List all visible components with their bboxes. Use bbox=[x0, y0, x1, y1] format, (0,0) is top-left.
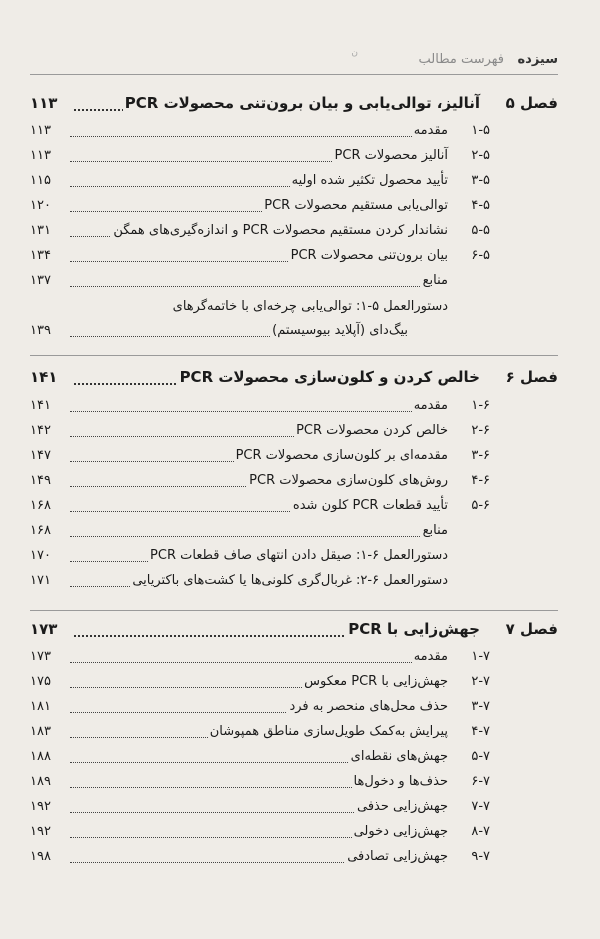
entry-number: ۴-۵ bbox=[471, 198, 490, 213]
entry-number: ۶-۷ bbox=[471, 774, 490, 789]
entry-title: مقدمه bbox=[413, 398, 448, 413]
entry-page: ۱۳۹ bbox=[30, 323, 51, 338]
section-rule bbox=[30, 355, 558, 356]
entry-page: ۱۴۲ bbox=[30, 423, 51, 438]
toc-entry bbox=[30, 122, 558, 144]
dot-leader bbox=[70, 411, 448, 412]
entry-page: ۱۸۱ bbox=[30, 699, 51, 714]
entry-page: ۱۴۹ bbox=[30, 473, 51, 488]
running-title: فهرست مطالب bbox=[418, 52, 504, 67]
chapter-page: ۱۴۱ bbox=[30, 368, 58, 386]
entry-title: دستورالعمل ۶-۲: غربال‌گری کلونی‌ها یا کشت‌های باکتریایی bbox=[132, 573, 448, 588]
entry-number: ۴-۷ bbox=[471, 724, 490, 739]
entry-page: ۱۷۰ bbox=[30, 548, 51, 563]
entry-title: منابع bbox=[422, 523, 448, 538]
entry-title: پیرایش به‌کمک طویل‌سازی مناطق همپوشان bbox=[209, 724, 448, 739]
entry-number: ۵-۵ bbox=[471, 223, 490, 238]
toc-entry bbox=[30, 547, 558, 569]
entry-title: دستورالعمل ۵-۱: توالی‌یابی چرخه‌ای با خاتمه‌گرهای bbox=[172, 299, 448, 314]
entry-title: تأیید قطعات PCR کلون شده bbox=[292, 498, 448, 513]
entry-title: مقدمه‌ای بر کلون‌سازی محصولات PCR bbox=[235, 448, 448, 463]
entry-page: ۱۸۳ bbox=[30, 724, 51, 739]
toc-entry-continuation bbox=[30, 322, 558, 344]
entry-page: ۱۴۷ bbox=[30, 448, 51, 463]
toc-entry bbox=[30, 522, 558, 544]
entry-number: ۶-۵ bbox=[471, 248, 490, 263]
toc-entry bbox=[30, 298, 558, 320]
entry-number: ۲-۷ bbox=[471, 674, 490, 689]
toc-entry bbox=[30, 748, 558, 770]
entry-number: ۵-۷ bbox=[471, 749, 490, 764]
entry-page: ۱۸۸ bbox=[30, 749, 51, 764]
chapter-title: خالص کردن و کلون‌سازی محصولات PCR bbox=[179, 368, 480, 386]
entry-number: ۲-۶ bbox=[471, 423, 490, 438]
dot-leader bbox=[70, 536, 448, 537]
toc-entry bbox=[30, 422, 558, 444]
entry-title: تأیید محصول تکثیر شده اولیه bbox=[291, 173, 448, 188]
entry-page: ۱۹۲ bbox=[30, 824, 51, 839]
entry-number: ۸-۷ bbox=[471, 824, 490, 839]
toc-entry bbox=[30, 572, 558, 594]
toc-entry bbox=[30, 247, 558, 269]
entry-title: مقدمه bbox=[413, 123, 448, 138]
entry-page: ۱۷۳ bbox=[30, 649, 51, 664]
toc-entry bbox=[30, 472, 558, 494]
toc-entry bbox=[30, 723, 558, 745]
entry-page: ۱۸۹ bbox=[30, 774, 51, 789]
dot-leader bbox=[70, 136, 448, 137]
toc-entry bbox=[30, 673, 558, 695]
page-number-label: سیزده bbox=[517, 52, 558, 67]
toc-entry bbox=[30, 197, 558, 219]
entry-page: ۱۲۰ bbox=[30, 198, 51, 213]
entry-title: بیگ‌دای (آپلاید بیوسیستم) bbox=[272, 323, 408, 338]
entry-number: ۹-۷ bbox=[471, 849, 490, 864]
chapter-label: فصل ۵ bbox=[505, 94, 558, 112]
dot-leader bbox=[70, 662, 448, 663]
entry-page: ۱۶۸ bbox=[30, 523, 51, 538]
page-header bbox=[30, 44, 558, 72]
entry-number: ۵-۶ bbox=[471, 498, 490, 513]
entry-title: جهش‌زایی با PCR معکوس bbox=[304, 674, 448, 689]
entry-page: ۱۴۱ bbox=[30, 398, 51, 413]
entry-title: توالی‌یابی مستقیم محصولات PCR bbox=[264, 198, 448, 213]
entry-page: ۱۶۸ bbox=[30, 498, 51, 513]
toc-entry bbox=[30, 172, 558, 194]
toc-entry bbox=[30, 773, 558, 795]
toc-entry bbox=[30, 397, 558, 419]
entry-page: ۱۹۸ bbox=[30, 849, 51, 864]
section-rule bbox=[30, 610, 558, 611]
entry-number: ۱-۵ bbox=[471, 123, 490, 138]
entry-title: خالص کردن محصولات PCR bbox=[296, 423, 448, 438]
toc-entry bbox=[30, 648, 558, 670]
toc-entry bbox=[30, 222, 558, 244]
toc-entry bbox=[30, 823, 558, 845]
entry-title: حذف‌ها و دخول‌ها bbox=[353, 774, 448, 789]
dot-leader bbox=[70, 286, 448, 287]
chapter-page: ۱۷۳ bbox=[30, 620, 58, 638]
chapter-label: فصل ۶ bbox=[505, 368, 558, 386]
entry-title: بیان برون‌تنی محصولات PCR bbox=[290, 248, 448, 263]
chapter-6-heading bbox=[30, 368, 558, 392]
entry-title: مقدمه bbox=[413, 649, 448, 664]
entry-title: آنالیز محصولات PCR bbox=[334, 148, 448, 163]
entry-number: ۳-۷ bbox=[471, 699, 490, 714]
toc-entry bbox=[30, 798, 558, 820]
toc-entry bbox=[30, 497, 558, 519]
chapter-page: ۱۱۳ bbox=[30, 94, 58, 112]
entry-number: ۴-۶ bbox=[471, 473, 490, 488]
entry-number: ۳-۶ bbox=[471, 448, 490, 463]
entry-page: ۱۷۱ bbox=[30, 573, 51, 588]
chapter-title: جهش‌زایی با PCR bbox=[348, 620, 480, 638]
chapter-title: آنالیز، توالی‌یابی و بیان برون‌تنی محصولات PCR bbox=[124, 94, 480, 112]
entry-page: ۱۹۲ bbox=[30, 799, 51, 814]
chapter-7-heading bbox=[30, 620, 558, 644]
entry-title: دستورالعمل ۶-۱: صیقل دادن انتهای صاف قطعات PCR bbox=[150, 548, 448, 563]
toc-entry bbox=[30, 698, 558, 720]
entry-number: ۱-۷ bbox=[471, 649, 490, 664]
toc-entry bbox=[30, 848, 558, 870]
chapter-label: فصل ۷ bbox=[505, 620, 558, 638]
entry-title: روش‌های کلون‌سازی محصولات PCR bbox=[249, 473, 448, 488]
entry-title: جهش‌زایی حذفی bbox=[357, 799, 448, 814]
entry-title: جهش‌های نقطه‌ای bbox=[350, 749, 448, 764]
entry-page: ۱۳۴ bbox=[30, 248, 51, 263]
chapter-5-heading bbox=[30, 94, 558, 118]
entry-page: ۱۱۳ bbox=[30, 123, 51, 138]
toc-entry bbox=[30, 447, 558, 469]
header-mark: ن bbox=[351, 48, 358, 58]
entry-number: ۲-۵ bbox=[471, 148, 490, 163]
header-rule bbox=[30, 74, 558, 75]
entry-title: حذف محل‌های منحصر به فرد bbox=[289, 699, 448, 714]
entry-title: جهش‌زایی تصادفی bbox=[347, 849, 448, 864]
entry-page: ۱۱۵ bbox=[30, 173, 51, 188]
entry-number: ۷-۷ bbox=[471, 799, 490, 814]
entry-title: منابع bbox=[422, 273, 448, 288]
entry-page: ۱۳۷ bbox=[30, 273, 51, 288]
entry-page: ۱۳۱ bbox=[30, 223, 51, 238]
entry-page: ۱۱۳ bbox=[30, 148, 51, 163]
entry-page: ۱۷۵ bbox=[30, 674, 51, 689]
entry-number: ۱-۶ bbox=[471, 398, 490, 413]
toc-entry bbox=[30, 272, 558, 294]
entry-number: ۳-۵ bbox=[471, 173, 490, 188]
entry-title: نشاندار کردن مستقیم محصولات PCR و اندازه‌گیری‌های همگن bbox=[113, 223, 448, 238]
toc-entry bbox=[30, 147, 558, 169]
entry-title: جهش‌زایی دخولی bbox=[353, 824, 448, 839]
